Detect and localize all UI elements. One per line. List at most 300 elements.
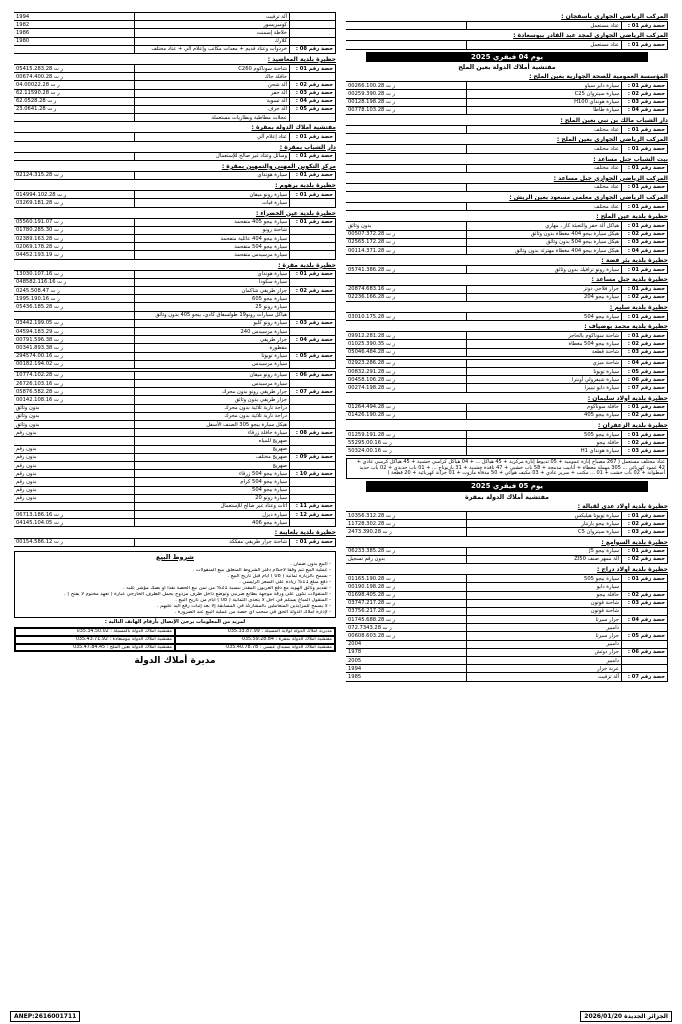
section-heading: حظيرة بلدية جبل مساعد : [591, 276, 668, 284]
lot-number: حصة رقم 01 : [622, 126, 668, 134]
lots-table [346, 164, 668, 173]
lots-table [14, 12, 336, 54]
table-row [346, 624, 668, 632]
lot-item: سيارة فيات [135, 199, 290, 207]
lot-number: حصة رقم 03 : [622, 98, 668, 106]
table-row [14, 486, 336, 494]
table-row [14, 388, 336, 396]
lot-number: حصة رقم 02 : [622, 293, 668, 301]
table-row [14, 311, 336, 319]
registration-number [346, 126, 467, 134]
registration-number: ر ت 03269.181.28 [14, 199, 135, 207]
registration-number: ر ت 13030.107.16 [14, 270, 135, 278]
lots-table [14, 270, 336, 369]
table-row [14, 502, 336, 510]
section [14, 56, 336, 122]
lot-item: شاحنة فوتون [467, 599, 622, 607]
lots-table [14, 218, 336, 260]
lot-number: حصة رقم 01 : [290, 152, 336, 160]
lot-number: حصة رقم 01 : [290, 191, 336, 199]
lot-number: حصة رقم 01 : [622, 403, 668, 411]
table-row [346, 222, 668, 230]
lots-table [14, 190, 336, 207]
lot-number: حصة رقم 01 : [622, 164, 668, 172]
lot-number [622, 583, 668, 591]
lot-number: حصة رقم 01 : [290, 538, 336, 546]
lot-item: عتاد مختلف [467, 183, 622, 191]
lot-item: سيارة رونو ترافيك بدون وثائق [467, 266, 622, 274]
lot-number [290, 251, 336, 259]
lot-item: عتاد إعلام آلي [135, 133, 290, 141]
lot-item: هيكل سيارة بيجو 305 الصنف الأسفل [135, 421, 290, 429]
registration-number: ر ت 04594.183.29 [14, 327, 135, 335]
section [14, 371, 336, 528]
lot-number [290, 73, 336, 81]
table-row [14, 478, 336, 486]
registration-number: ر ت 2473.390.28 [346, 528, 467, 536]
left-sections [14, 12, 336, 547]
lot-number: حصة رقم 09 : [290, 453, 336, 461]
lots-table [14, 538, 336, 547]
lot-number: حصة رقم 01 : [622, 145, 668, 153]
table-row [346, 41, 668, 49]
table-row [14, 519, 336, 527]
registration-number: 1980 [14, 37, 135, 45]
lot-item: كلارك [135, 37, 290, 45]
lots-table [346, 265, 668, 274]
registration-number [346, 145, 467, 153]
lot-number [290, 404, 336, 412]
registration-number: ر ت 00832.291.28 [346, 368, 467, 376]
lot-number: حصة رقم 04 : [290, 336, 336, 344]
lot-item: سيارة رونو كليو [135, 319, 290, 327]
lot-number: حصة رقم 07 : [622, 384, 668, 392]
registration-number: ر ت 62.11590.28 [14, 89, 135, 97]
registration-number: بدون رقم [14, 486, 135, 494]
lot-number: حصة رقم 01 : [622, 312, 668, 320]
table-row [14, 114, 336, 122]
section-heading: حظيرة بلدية السوامع : [601, 538, 668, 546]
registration-number: ر ت 00190.198.28 [346, 583, 467, 591]
registration-number: ر ت 10774.102.28 [14, 371, 135, 379]
table-row [346, 22, 668, 30]
condition-line: - البيع بدون ضمان . [290, 562, 331, 568]
lots-table [14, 132, 336, 141]
lot-item: آلة ممهر صنف ZI50 [467, 555, 622, 563]
lot-item: شاحنة رونو [135, 226, 290, 234]
registration-number: ر ت 02389.163.28 [14, 235, 135, 243]
lot-number: حصة رقم 03 : [622, 528, 668, 536]
table-row [14, 21, 336, 29]
table-row [14, 429, 336, 437]
table-row [14, 470, 336, 478]
page-footer [10, 1011, 672, 1022]
lots-table [346, 144, 668, 153]
table-row [14, 29, 336, 37]
table-row [14, 371, 336, 379]
contact-info [14, 620, 336, 652]
section [346, 422, 668, 456]
lot-item: صهريج مختلف [135, 453, 290, 461]
registration-number: ر ت 00458.106.28 [346, 376, 467, 384]
lot-number: حصة رقم 06 : [622, 648, 668, 656]
lot-item: آلة شحن [135, 81, 290, 89]
section-heading: حظيرة بلدية أولاد عدي لقبالة : [577, 503, 668, 510]
lots-table [346, 40, 668, 49]
registration-number: ر ت 04452.193.19 [14, 251, 135, 259]
lot-item: سيارة هونداي [135, 270, 290, 278]
lot-number [290, 437, 336, 445]
contact-phone: مفتشية أملاك الدولة بسيدي عيسى : 035.40.78.78 [175, 644, 335, 652]
registration-number: ر ت 23.0641.28 [14, 105, 135, 113]
lot-number: حصة رقم 08 : [290, 45, 336, 53]
lot-item: عتاد مستعمل [467, 41, 622, 49]
lot-item: صهريج [135, 461, 290, 469]
lots-table [14, 171, 336, 180]
lot-item: حافلة جاك [135, 73, 290, 81]
table-row [346, 583, 668, 591]
table-row [14, 445, 336, 453]
lot-item: سيارة هونداي [135, 171, 290, 179]
lot-number [290, 13, 336, 21]
contact-phone: مفتشية أملاك الدولة بالمسيلة : 035.34.50.02 [15, 628, 175, 636]
registration-number: ر ت 00266.100.28 [346, 82, 467, 90]
lot-number: حصة رقم 02 : [622, 591, 668, 599]
sale-conditions-box [14, 551, 336, 619]
lots-table [346, 81, 668, 115]
registration-number: 1986 [14, 29, 135, 37]
lot-number: حصة رقم 01 : [622, 285, 668, 293]
lot-number [290, 303, 336, 311]
registration-number: ر ت 01745.688.28 [346, 616, 467, 624]
table-row [14, 404, 336, 412]
lot-number: حصة رقم 01 : [622, 332, 668, 340]
lot-item: آلة ترقيت [135, 13, 290, 21]
registration-number: ر ت 00341.893.38 [14, 344, 135, 352]
section [346, 276, 668, 301]
table-row [346, 512, 668, 520]
lot-item: سيارة سيتروان C25 [467, 90, 622, 98]
section-heading: المركب الرياضي الجواري لمجد عبد القادر بيوسعادة : [513, 32, 668, 40]
registration-number: ر ت 00608.603.28 [346, 632, 467, 640]
section [14, 144, 336, 161]
registration-number: ر ت 02069.178.28 [14, 243, 135, 251]
lot-number: حصة رقم 02 : [622, 90, 668, 98]
lot-item: سيارة بيجو 504 زرقاء [135, 470, 290, 478]
registration-number: بدون رقم [14, 453, 135, 461]
section [346, 359, 668, 393]
registration-number: ر ت 02124.315.28 [14, 171, 135, 179]
date-banner: يوم 04 فيفري 2025 [366, 52, 648, 62]
table-row [346, 520, 668, 528]
lot-item: دراجة نارية ثلاثية بدون محرك [135, 412, 290, 420]
section-heading: المركب الرياضي الجواري معلمي مسعود بعين الريش : [509, 194, 668, 202]
right-sections [346, 13, 668, 682]
section [14, 163, 336, 180]
section-heading: المركب الرياضي الجواري بعين الملح : [556, 136, 668, 144]
lot-item: عتاد مختلف [467, 203, 622, 211]
registration-number: ر ت 01698.405.28 [346, 591, 467, 599]
lot-number: حصة رقم 01 : [290, 218, 336, 226]
lot-number: حصة رقم 11 : [290, 502, 336, 510]
table-row [346, 547, 668, 555]
lots-table [346, 221, 668, 255]
table-row [14, 278, 336, 286]
lot-item: سيارة تويوتا هيليكس [467, 512, 622, 520]
registration-number: ر ت 1995.190.16 [14, 295, 135, 303]
condition-line: - المتقول المباع يستلم في أجل لا يتعدى الثمانية ( 08 ) أيام من تاريخ البيع . [175, 597, 331, 603]
lot-item: جرار طريقي شاكمان [135, 287, 290, 295]
section [346, 52, 668, 62]
section [346, 458, 668, 480]
section [346, 304, 668, 321]
table-row [346, 106, 668, 114]
table-row [346, 591, 668, 599]
section [346, 539, 668, 564]
lot-number [290, 360, 336, 368]
sale-conditions-list [19, 562, 331, 615]
table-row [346, 528, 668, 536]
lot-number: حصة رقم 02 : [290, 81, 336, 89]
table-row [346, 447, 668, 455]
lot-item: هياكل سيارات رونو19 طولسفاق كادي، بيجو 405 بدون وثائق [135, 311, 290, 319]
contact-phone: مديرية أملاك الدولة لولاية المسيلة : 035.33.87.99 [175, 628, 335, 636]
lot-number: حصة رقم 01 : [622, 431, 668, 439]
section [346, 136, 668, 153]
lot-number: حصة رقم 06 : [622, 376, 668, 384]
registration-number: ر ت 01259.191.28 [346, 431, 467, 439]
lots-table [346, 183, 668, 192]
lot-number: حصة رقم 01 : [622, 183, 668, 191]
lot-item: سيارة هونداي H100 [467, 98, 622, 106]
table-row [346, 359, 668, 367]
section-heading: حظيرة بلدية الزعفران : [598, 422, 668, 430]
lot-item: عتاد مختلف [467, 164, 622, 172]
registration-number: بدون وثائق [14, 421, 135, 429]
lot-item: شاحنة ميزي [467, 359, 622, 367]
lot-item: سيارة سيتروان C5 [467, 528, 622, 536]
registration-number [346, 164, 467, 172]
table-row [14, 235, 336, 243]
section [346, 395, 668, 420]
table-row [14, 97, 336, 105]
registration-number [14, 437, 135, 445]
registration-number: ر ت 09912.281.28 [346, 332, 467, 340]
lot-item: صهريج للمياه [135, 437, 290, 445]
lot-number [290, 226, 336, 234]
lot-number [290, 327, 336, 335]
table-row [346, 439, 668, 447]
section-heading: دار الشباب بمقرة : [279, 143, 336, 151]
section [14, 262, 336, 369]
table-row [14, 327, 336, 335]
lot-number: حصة رقم 02 : [622, 520, 668, 528]
lot-number: حصة رقم 05 : [290, 105, 336, 113]
registration-number: ر ت 00274.198.28 [346, 384, 467, 392]
table-row [346, 657, 668, 665]
lot-item: جرار سيرتا [467, 632, 622, 640]
table-row [14, 226, 336, 234]
table-row [346, 90, 668, 98]
section [346, 323, 668, 357]
lots-table [346, 331, 668, 357]
lot-number: حصة رقم 04 : [622, 359, 668, 367]
registration-number: ر ت 05876.582.28 [14, 388, 135, 396]
lot-number: حصة رقم 01 : [622, 575, 668, 583]
lot-number: حصة رقم 04 : [622, 247, 668, 255]
lot-item: سيارة حافلة زرقاء [135, 429, 290, 437]
registration-number: ر ت 048582.116.16 [14, 278, 135, 286]
condition-line: - لإدارة أملاك الدولة الحق في سحب أي حصة من عملية البيع عند الضرورة . [174, 609, 331, 615]
lot-number: حصة رقم 01 : [622, 203, 668, 211]
table-row [346, 616, 668, 624]
registration-number: ر ت 06233.385.28 [346, 547, 467, 555]
section-heading: حظيرة بلدية بلعايبة : [274, 529, 336, 537]
registration-number [14, 114, 135, 122]
registration-number [14, 152, 135, 160]
section-heading: حظيرة بلدية أولاد سليمان : [587, 394, 668, 402]
table-row [346, 238, 668, 246]
table-row [346, 340, 668, 348]
lot-item: سيارة دايو تيبيرا [467, 384, 622, 392]
lots-table [346, 574, 668, 681]
lot-item: سيارة ديزل [135, 511, 290, 519]
registration-number: بدون رقم [14, 445, 135, 453]
lot-number: حصة رقم 10 : [290, 470, 336, 478]
registration-number: بدون رقم [14, 429, 135, 437]
lot-number: حصة رقم 02 : [622, 230, 668, 238]
table-row [14, 287, 336, 295]
condition-line: - يسمح بالزيارة ثمانية ( 08 ) أيام قبل تاريخ البيع . [227, 574, 331, 580]
lot-number [290, 235, 336, 243]
registration-number: ر ت 04.00022.28 [14, 81, 135, 89]
lot-item: عتاد مختلف [467, 145, 622, 153]
sale-conditions-title: شروط البيع [156, 552, 194, 561]
lot-item: هيكل سيارة بيجو 404 مغطاة بدون وثائق [467, 230, 622, 238]
registration-number: ر ت 0245.508.47 [14, 287, 135, 295]
section-heading: مفتشية أملاك الدولة بمقرة : [251, 124, 336, 132]
table-row [346, 555, 668, 563]
contact-phone: مفتشية أملاك الدولة ببوسعادة : 035.43.71.92 [15, 636, 175, 644]
section [346, 566, 668, 682]
lot-number [290, 380, 336, 388]
lots-table [346, 359, 668, 393]
lot-item: سيارة بيجو 504 كرام [135, 478, 290, 486]
left-column [14, 12, 336, 1008]
table-row [346, 431, 668, 439]
lot-item: آلة تسوية [135, 97, 290, 105]
lot-number [290, 114, 336, 122]
lot-number [290, 494, 336, 502]
table-row [346, 203, 668, 211]
section [346, 117, 668, 134]
lot-number [290, 445, 336, 453]
lot-item: سيارة بيجو 504 [135, 486, 290, 494]
lot-item: سيارة بيجو 605 [135, 295, 290, 303]
table-row [346, 332, 668, 340]
registration-number: ر ت 26726.103.16 [14, 380, 135, 388]
table-row [14, 133, 336, 141]
lot-item: آلة جرف [135, 105, 290, 113]
signature: مديرة أملاك الدولة [134, 656, 216, 667]
table-row [346, 403, 668, 411]
lot-item: كومبريسور [135, 21, 290, 29]
lot-number: حصة رقم 03 : [622, 348, 668, 356]
lot-item: جرار فلاحي دوتز [467, 285, 622, 293]
registration-number: 1978 [346, 648, 467, 656]
table-row [346, 348, 668, 356]
lot-item: أثاث وعتاد غير صالح للإستعمال [135, 502, 290, 510]
lot-number: حصة رقم 03 : [622, 447, 668, 455]
table-row [14, 538, 336, 546]
registration-number: بدون وثائق [14, 404, 135, 412]
registration-number: ر ت 014994.102.28 [14, 191, 135, 199]
lot-item: شاحنة قطعة [467, 348, 622, 356]
lot-item: سيارة مرسيدس [135, 380, 290, 388]
lot-number: حصة رقم 06 : [290, 371, 336, 379]
lot-item: سيارة شيفرولي أوبترا [467, 376, 622, 384]
registration-number: بدون رقم تسجيل [346, 555, 467, 563]
registration-number: ر ت 00154.586.12 [14, 538, 135, 546]
lot-number [290, 278, 336, 286]
lot-number: حصة رقم 02 : [622, 411, 668, 419]
table-row [14, 81, 336, 89]
lot-number: حصة رقم 01 : [290, 133, 336, 141]
section-heading: حظيرة بلدية محمد بوضياف : [584, 323, 668, 331]
lot-item: حافلة بيجو [467, 591, 622, 599]
section-heading: المركب الرياضي الجواري جبل مساعد : [553, 174, 668, 182]
contact-grid [14, 627, 336, 652]
right-column [346, 12, 668, 1008]
registration-number: ر ت 02565.172.28 [346, 238, 467, 246]
section [346, 213, 668, 255]
lots-table [346, 21, 668, 30]
registration-number: ر ت 00114.371.28 [346, 247, 467, 255]
lot-item: سيارة بيجو 405 متفحمة [135, 218, 290, 226]
lot-number: حصة رقم 02 : [622, 439, 668, 447]
registration-number: ر ت 294574.00.16 [14, 352, 135, 360]
table-row [14, 319, 336, 327]
registration-number: ر ت 00259.390.28 [346, 90, 467, 98]
registration-number: ر ت 01780.285.30 [14, 226, 135, 234]
lots-table [14, 371, 336, 528]
lot-item: جرار طريقي بدون وثائق [135, 396, 290, 404]
table-row [14, 303, 336, 311]
lot-number [290, 461, 336, 469]
inspection-title: مفتشية أملاك الدولة بعين الملح [458, 63, 556, 71]
lot-number [290, 311, 336, 319]
lot-number: حصة رقم 04 : [290, 97, 336, 105]
table-row [14, 494, 336, 502]
registration-number: ر ت 05415.283.28 [14, 65, 135, 73]
section [14, 12, 336, 54]
lot-item: سيارة مرسيدس 240 [135, 327, 290, 335]
lot-item: سيارة رونو 20 [135, 494, 290, 502]
lot-number: حصة رقم 07 : [290, 388, 336, 396]
table-row [346, 247, 668, 255]
lot-number [290, 295, 336, 303]
lot-number: حصة رقم 04 : [622, 106, 668, 114]
lot-number [290, 199, 336, 207]
table-row [14, 380, 336, 388]
section [346, 494, 668, 501]
section [346, 194, 668, 211]
lot-item: خردوات وعتاد قديم + معدات مكاتب وإعلام آلي + عتاد مختلف [135, 45, 290, 53]
registration-number: ر ت 03747.217.28 [346, 599, 467, 607]
table-row [14, 352, 336, 360]
lots-table [346, 285, 668, 302]
lot-item: عتاد مختلف [467, 126, 622, 134]
